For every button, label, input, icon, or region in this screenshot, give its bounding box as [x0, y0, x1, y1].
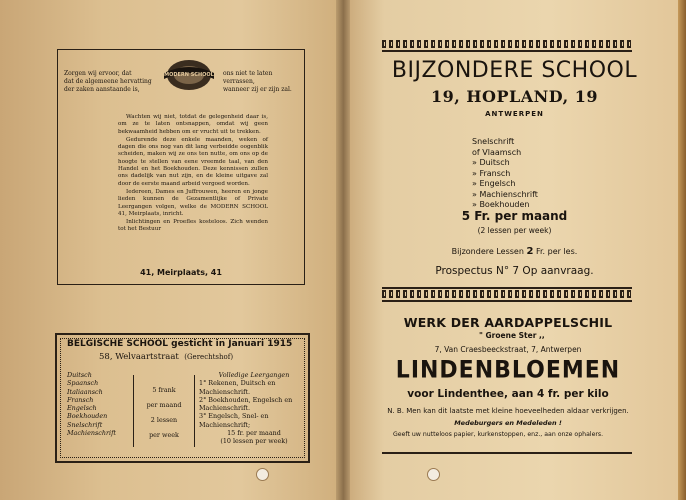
intro-right-line: wanneer zij er zijn zal. — [223, 86, 292, 93]
course-item: 3° Engelsch, Snel- en Machienschrift; — [199, 412, 269, 429]
ad-paragraph: Wachten wij niet, totdat de gelegenheid daar is, om ze te laten ontsnappen, omdat wij geen bekwaamheid hebben om er vrucht uit te trekken. — [118, 114, 268, 135]
subject-item: of Vlaamsch — [472, 147, 522, 157]
modern-school-logo — [158, 57, 220, 93]
aardappelschil-ad — [379, 308, 637, 448]
ad-paragraph: Inlichtingen en Proefles kosteloos. Zich wenden tot het Bestuur — [118, 219, 268, 233]
punch-hole — [427, 468, 440, 481]
language-item: Boekhouden — [67, 412, 108, 421]
prospectus-line: Prospectus N° 7 Op aanvraag. — [435, 265, 594, 277]
price-item: 5 frank — [152, 386, 176, 394]
subject-item: » Machienschrift — [472, 189, 538, 199]
language-list — [67, 371, 116, 437]
ad-appeal: Geeft uw nutteloos papier, kurkenstoppen, enz., aan onze ophalers. — [393, 431, 604, 438]
courses-title: Volledige Leergangen — [218, 371, 290, 379]
private-lessons — [343, 246, 686, 257]
ad-address-text: 58, Welvaartstraat — [99, 352, 179, 362]
top-ornament — [382, 40, 632, 48]
brace-divider — [194, 375, 198, 447]
subject-item: Snelschrift — [472, 137, 515, 146]
punch-hole — [256, 468, 269, 481]
mid-ornament-line — [382, 300, 632, 302]
subject-item: » Engelsch — [472, 179, 516, 188]
course-item: 1° Rekenen, Duitsch en Machienschrift. — [199, 379, 276, 396]
price-item: 2 lessen — [150, 416, 178, 424]
ad-big-title: LINDENBLOEMEN — [395, 356, 621, 385]
intro-left — [64, 70, 159, 94]
course-item: 15 fr. per maand — [227, 429, 281, 438]
price-list — [139, 383, 189, 443]
intro-right-line: ons niet te laten verrassen, — [223, 70, 273, 85]
language-item: Italiaansch — [67, 387, 103, 396]
ad-note: N. B. Men kan dit laatste met kleine hoeveelheden aldaar verkrijgen. — [387, 407, 629, 415]
school-city: ANTWERPEN — [485, 110, 544, 118]
ad-subtitle: voor Lindenthee, aan 4 fr. per kilo — [407, 388, 609, 400]
ad-title — [67, 339, 292, 349]
ad-address-sub: (Gerechtshof) — [184, 353, 234, 361]
ad-body — [118, 114, 268, 235]
ad-address — [99, 352, 233, 362]
language-item: Fransch — [67, 395, 94, 404]
private-lessons-amount: 2 — [526, 246, 534, 257]
top-ornament-line — [382, 50, 632, 52]
language-item: Snelschrift — [67, 420, 103, 429]
ad-paragraph: Iedereen, Dames en Juffrouwen, heeren en jonge lieden kunnen de Gezamentlijke of Private Leergangen volgen, welke de MODERN SCHOOL 41, Meirplaats, inricht. — [118, 188, 268, 217]
ad-medeburgers: Medeburgers en Medeleden ! — [454, 419, 562, 427]
bottom-ornament-line — [382, 452, 632, 454]
language-item: Engelsch — [67, 404, 97, 413]
course-item: (10 lessen per week) — [220, 437, 288, 446]
subject-item: » Fransch — [472, 168, 511, 178]
course-item: 2° Boekhouden, Engelsch en Machienschrift. — [199, 395, 293, 413]
school-price: 5 Fr. per maand — [461, 209, 568, 223]
intro-left-line: Zorgen wij ervoor, dat — [64, 70, 132, 77]
school-title: BIJZONDERE SCHOOL — [391, 58, 638, 83]
modern-school-ad — [57, 49, 305, 285]
intro-left-line: dat de algemeene hervatting — [64, 78, 152, 85]
school-address: 19, HOPLAND, 19 — [431, 87, 598, 106]
ad-heading: WERK DER AARDAPPELSCHIL — [403, 315, 613, 330]
courses-list — [199, 371, 309, 446]
brace-divider — [133, 375, 137, 447]
private-lessons-label: Bijzondere Lessen — [451, 247, 524, 256]
subject-item: » Boekhouden — [472, 200, 530, 209]
mid-ornament — [382, 290, 632, 298]
mid-ornament-line — [382, 287, 632, 289]
intro-left-line: der zaken aanstaande is, — [64, 86, 140, 93]
language-item: Spaansch — [67, 379, 99, 388]
logo-text: MODERN SCHOOL — [164, 72, 214, 78]
ad-groene-ster: " Groene Ster ,, — [479, 331, 545, 340]
price-item: per maand — [146, 401, 182, 409]
subject-item: » Duitsch — [472, 158, 510, 167]
ad-title-text: BELGISCHE SCHOOL gesticht in Januari 1915 — [67, 339, 293, 349]
school-price-sub: (2 lessen per week) — [477, 226, 552, 235]
language-item: Duitsch — [67, 371, 92, 379]
price-item: per week — [149, 431, 179, 439]
belgische-school-ad — [55, 333, 310, 463]
ad-address: 41, Meirplaats, 41 — [140, 268, 222, 277]
subject-list — [472, 137, 538, 211]
ad-address: 7, Van Craesbeeckstraat, 7, Antwerpen — [434, 345, 582, 354]
intro-right — [223, 70, 303, 94]
language-item: Machienschrift — [67, 429, 116, 438]
private-lessons-unit: Fr. per les. — [535, 247, 578, 256]
ad-paragraph: Gedurende deze enkele maanden, weken of dagen die ons nog van dit lang verbeidde oogenblik scheiden, maken wij ze ons ten nutte, om ons op de hoogte te stellen van eene vreemde taal, van den Handel en het Boekhouden. Deze kennissen zullen ons dadelijk van nut zijn, en de kleine uitgave zal door de eerste maand arbeid vergoed worden. — [118, 136, 268, 187]
